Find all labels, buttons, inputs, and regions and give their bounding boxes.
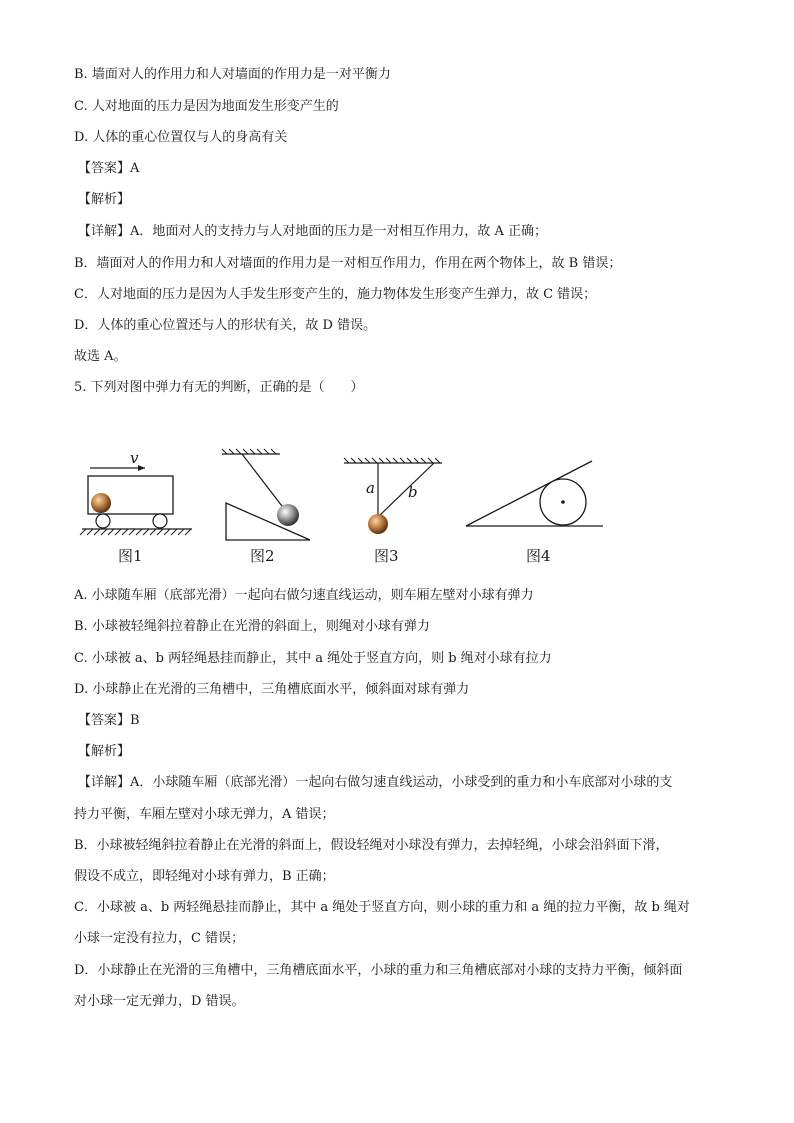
figure-1-cart bbox=[80, 449, 192, 565]
ball-center-dot bbox=[561, 500, 565, 504]
explanation-line: B．小球被轻绳斜拉着静止在光滑的斜面上，假设轻绳对小球没有弹力，去掉轻绳，小球会沿斜面下滑， bbox=[74, 838, 669, 853]
rope-a-label: a bbox=[366, 479, 375, 497]
rope-b-label: b bbox=[408, 483, 418, 501]
explanation-line: 假设不成立，即轻绳对小球有弹力，B 正确； bbox=[74, 869, 335, 884]
explanation-line: B．墙面对人的作用力和人对墙面的作用力是一对相互作用力，作用在两个物体上，故 B 错误； bbox=[74, 256, 622, 271]
explanation-line: 【详解】A．小球随车厢（底部光滑）一起向右做匀速直线运动，小球受到的重力和小车底部对小球的支 bbox=[78, 775, 673, 790]
figure-caption: 图4 bbox=[526, 547, 551, 565]
analysis-label: 【解析】 bbox=[78, 744, 131, 759]
option-c: C. 小球被 a、b 两轻绳悬挂而静止，其中 a 绳处于竖直方向，则 b 绳对小球有拉力 bbox=[74, 651, 552, 666]
explanation-line: C．人对地面的压力是因为人手发生形变产生的，施力物体发生形变产生弹力，故 C 错误； bbox=[74, 287, 597, 302]
ball-icon bbox=[277, 504, 299, 526]
answer-label: 【答案】B bbox=[78, 713, 140, 728]
figure-4-groove bbox=[466, 461, 603, 565]
wheel-icon bbox=[96, 514, 110, 528]
answer-label: 【答案】A bbox=[78, 161, 140, 176]
incline-wedge bbox=[226, 503, 310, 540]
velocity-label: v bbox=[130, 449, 139, 467]
explanation-line: 对小球一定无弹力，D 错误。 bbox=[74, 994, 245, 1009]
option-b: B. 墙面对人的作用力和人对墙面的作用力是一对平衡力 bbox=[74, 67, 391, 82]
rope-b-line bbox=[380, 463, 434, 515]
explanation-line: D．人体的重心位置还与人的形状有关，故 D 错误。 bbox=[74, 318, 377, 333]
conclusion-line: 故选 A。 bbox=[74, 349, 127, 364]
figure-caption: 图1 bbox=[118, 547, 143, 565]
figure-caption: 图2 bbox=[250, 547, 275, 565]
figure-2-incline bbox=[222, 449, 310, 565]
explanation-line: D．小球静止在光滑的三角槽中，三角槽底面水平，小球的重力和三角槽底部对小球的支持力平衡，倾斜面 bbox=[74, 963, 683, 978]
figure-3-ropes bbox=[344, 458, 442, 565]
explanation-line: 持力平衡，车厢左壁对小球无弹力，A 错误； bbox=[74, 807, 335, 822]
rope-line bbox=[242, 454, 285, 510]
explanation-line: 【详解】A．地面对人的支持力与人对地面的压力是一对相互作用力，故 A 正确； bbox=[78, 224, 548, 239]
option-d: D. 人体的重心位置仅与人的身高有关 bbox=[74, 130, 288, 145]
question-figure bbox=[0, 440, 794, 580]
wheel-icon bbox=[153, 514, 167, 528]
ball-icon bbox=[368, 514, 388, 534]
explanation-line: 小球一定没有拉力，C 错误； bbox=[74, 931, 245, 946]
question-stem: 5. 下列对图中弹力有无的判断，正确的是（ ） bbox=[74, 380, 364, 395]
figure-caption: 图3 bbox=[374, 547, 399, 565]
option-b: B. 小球被轻绳斜拉着静止在光滑的斜面上，则绳对小球有弹力 bbox=[74, 619, 430, 634]
explanation-line: C．小球被 a、b 两轻绳悬挂而静止，其中 a 绳处于竖直方向，则小球的重力和 a 绳的拉力平衡，故 b 绳对 bbox=[74, 900, 690, 915]
analysis-label: 【解析】 bbox=[78, 192, 131, 207]
ball-icon bbox=[91, 493, 111, 513]
option-c: C. 人对地面的压力是因为地面发生形变产生的 bbox=[74, 99, 339, 114]
option-d: D. 小球静止在光滑的三角槽中，三角槽底面水平，倾斜面对球有弹力 bbox=[74, 682, 470, 697]
option-a: A. 小球随车厢（底部光滑）一起向右做匀速直线运动，则车厢左壁对小球有弹力 bbox=[74, 588, 534, 603]
